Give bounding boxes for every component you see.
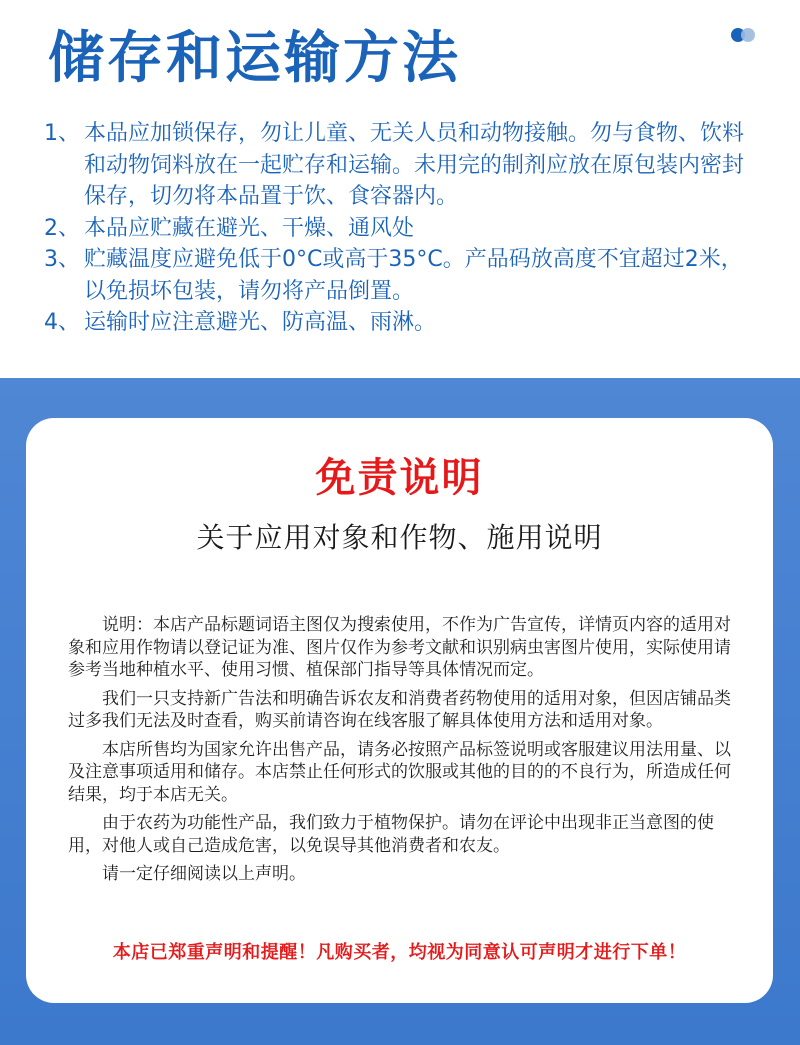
list-text: 贮藏温度应避免低于0°C或高于35°C。产品码放高度不宜超过2米，以免损坏包装，请勿将产品倒置。 bbox=[84, 247, 743, 304]
storage-list bbox=[44, 118, 764, 339]
list-number: 3、 bbox=[44, 247, 80, 272]
dot-icon bbox=[741, 28, 755, 42]
list-number: 2、 bbox=[44, 215, 80, 241]
disclaimer-section bbox=[0, 378, 800, 1045]
decorative-dots bbox=[731, 28, 757, 42]
list-item bbox=[44, 244, 764, 307]
list-text: 本品应贮藏在避光、干燥、通风处 bbox=[84, 215, 415, 241]
list-number: 4、 bbox=[44, 310, 80, 335]
list-number: 1、 bbox=[44, 121, 80, 146]
list-item bbox=[44, 213, 764, 245]
disclaimer-title: 免责说明 bbox=[315, 455, 484, 501]
disclaimer-paragraph: 说明：本店产品标题词语主图仅为搜索使用，不作为广告宣传，详情页内容的适用对象和应用作物请以登记证为准、图片仅作为参考文献和识别病虫害图片使用，实际使用请参考当地种植水平、使用习惯、植保部门指导等具体情况而定。 bbox=[68, 615, 731, 680]
disclaimer-subtitle: 关于应用对象和作物、施用说明 bbox=[196, 521, 603, 554]
list-item bbox=[44, 307, 764, 339]
disclaimer-body bbox=[68, 614, 736, 892]
disclaimer-paragraph: 我们一只支持新广告法和明确告诉农友和消费者药物使用的适用对象，但因店铺品类过多我们无法及时查看，购买前请咨询在线客服了解具体使用方法和适用对象。 bbox=[68, 688, 731, 731]
warning-text: 本店已郑重声明和提醒！凡购买者，均视为同意认可声明才进行下单！ bbox=[112, 942, 687, 963]
disclaimer-paragraph: 本店所售均为国家允许出售产品，请务必按照产品标签说明或客服建议用法用量、以及注意事项适用和储存。本店禁止任何形式的饮服或其他的目的的不良行为，所造成任何结果，均于本店无关。 bbox=[68, 739, 731, 805]
list-item bbox=[44, 118, 764, 213]
disclaimer-paragraph: 请一定仔细阅读以上声明。 bbox=[102, 864, 306, 884]
list-text: 运输时应注意避光、防高温、雨淋。 bbox=[84, 310, 437, 335]
page-title: 储存和运输方法 bbox=[48, 26, 461, 91]
disclaimer-card bbox=[26, 418, 773, 1003]
disclaimer-paragraph: 由于农药为功能性产品，我们致力于植物保护。请勿在评论中出现非正当意图的使用，对他人或自己造成危害，以免误导其他消费者和农友。 bbox=[68, 813, 714, 856]
list-text: 本品应加锁保存，勿让儿童、无关人员和动物接触。勿与食物、饮料和动物饲料放在一起贮存和运输。未用完的制剂应放在原包装内密封保存，切勿将本品置于饮、食容器内。 bbox=[84, 121, 745, 209]
storage-section bbox=[0, 0, 800, 378]
